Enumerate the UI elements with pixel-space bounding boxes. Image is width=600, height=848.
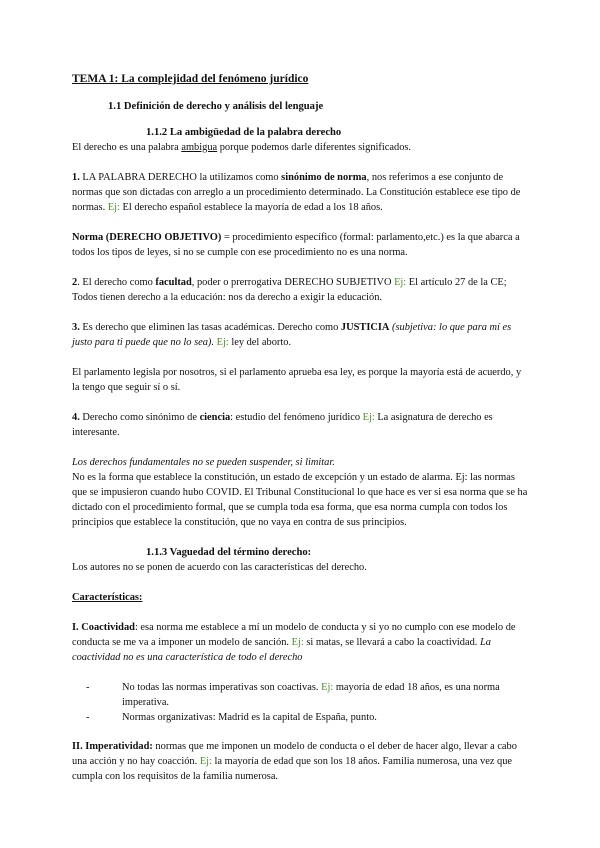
p1-text-c: , nos referimos a ese conjunto de normas que son dictadas con arreglo a un procedimiento determinado. La Constitución establece ese tipo de normas. (72, 172, 521, 213)
paragraph-4 (72, 410, 528, 440)
p3-text-a: Es derecho que eliminen las tasas académicas. Derecho como (79, 322, 341, 333)
p4-text-d: La asignatura de derecho es interesante. (72, 412, 493, 438)
list-item (86, 710, 528, 725)
autores-paragraph: Los autores no se ponen de acuerdo con las características del derecho. (72, 562, 367, 573)
paragraph-2 (72, 275, 528, 305)
paragraph-3 (72, 320, 528, 350)
ambigua-word: ambigua (181, 142, 218, 153)
imper-text-a: normas que me imponen un modelo de conducta o el deber de hacer algo, llevar a cabo una acción y no hay coacción. (72, 741, 517, 767)
p4-bold: ciencia (199, 412, 231, 423)
fundamentales-italic: Los derechos fundamentales no se pueden suspender, si limitar. (72, 457, 335, 468)
coactividad-paragraph (72, 620, 528, 665)
p3-ej: Ej: (214, 337, 229, 348)
norma-text: = procedimiento específico (formal: parlamento,etc.) es la que abarca a todos los tipos de leyes, si no se cumple con ese procedimiento no es una norma. (72, 232, 520, 258)
coactividad-list (72, 680, 528, 725)
imper-text-c: la mayoría de edad que son los 18 años. Familia numerosa, una vez que cumpla con los requisitos de la familia numerosa. (72, 756, 513, 782)
intro-text-end: porque podemos darle diferentes significados. (217, 142, 412, 153)
p1-text-d: El derecho español establece la mayoría de edad a los 18 años. (119, 202, 383, 213)
list-item-text-end: mayoría de edad 18 años, es una norma imperativa. (122, 682, 500, 708)
p4-text-c: : estudio del fenómeno jurídico (230, 412, 363, 423)
imper-ej: Ej: (199, 756, 212, 767)
norma-paragraph (72, 230, 528, 260)
imper-bold: II. Imperatividad: (72, 741, 153, 752)
caracteristicas-heading: Características: (72, 592, 143, 603)
p3-italic: (subjetiva: lo que para mí es justo para ti puede que no lo sea). (72, 322, 512, 348)
list-item-text: No todas las normas imperativas son coactivas. (122, 682, 322, 693)
p1-bold: sinónimo de norma (281, 172, 367, 183)
p2-text-a: . El derecho como (77, 277, 156, 288)
fundamentales-paragraph (72, 455, 528, 530)
paragraph-1 (72, 170, 528, 215)
fundamentales-text: No es la forma que establece la constitución, un estado de excepción y un estado de alarma. Ej: las normas que se impusieron cuando hubo COVID. El Tribunal Constitucional lo que hace es ver si esa norma que se ha dictado con el procedimiento formal, que se cumpla toda esa forma, que esa norma cumpla con todos los principios que establece la constitución, que no vaya en contra de sus principios. (72, 472, 528, 528)
p3-number: 3. (72, 322, 80, 333)
p3-text-d: ley del aborto. (228, 337, 292, 348)
heading-1-1-2: 1.1.2 La ambigüedad de la palabra derecho (146, 127, 342, 138)
p1-number: 1. (72, 172, 80, 183)
p3-bold: JUSTICIA (340, 322, 390, 333)
coact-text-a: : esa norma me establece a mí un modelo de conducta y si yo no cumplo con ese modelo de conducta se me va a imponer un modelo de sanción. (72, 622, 516, 648)
norma-bold: Norma (DERECHO OBJETIVO) (72, 232, 222, 243)
p4-ej: Ej: (362, 412, 375, 423)
list-item-ej: Ej: (321, 682, 334, 693)
coact-bold: I. Coactividad (72, 622, 135, 633)
p2-bold: facultad (155, 277, 192, 288)
p4-number: 4. (72, 412, 80, 423)
p2-text-c: , poder o prerrogativa DERECHO SUBJETIVO (191, 277, 395, 288)
list-item-text: Normas organizativas: Madrid es la capital de España, punto. (122, 712, 377, 723)
p1-text-a: LA PALABRA DERECHO la utilizamos como (79, 172, 282, 183)
p2-text-d: El artículo 27 de la CE; Todos tienen derecho a la educación: nos da derecho a exigir la educación. (72, 277, 507, 303)
p2-ej: Ej: (394, 277, 407, 288)
coact-italic: La coactividad no es una característica de todo el derecho (72, 637, 491, 663)
intro-text: El derecho es una palabra (72, 142, 182, 153)
page-title: TEMA 1: La complejidad del fenómeno jurídico (72, 73, 309, 85)
p4-text-a: Derecho como sinónimo de (79, 412, 200, 423)
heading-1-1: 1.1 Definición de derecho y análisis del lenguaje (108, 101, 324, 112)
list-item (86, 680, 528, 710)
p2-number: 2 (72, 277, 78, 288)
p1-ej: Ej: (107, 202, 120, 213)
coact-text-c: si matas, se llevará a cabo la coactividad. (303, 637, 480, 648)
imperatividad-paragraph (72, 739, 528, 784)
heading-1-1-3: 1.1.3 Vaguedad del término derecho: (146, 547, 312, 558)
intro-paragraph (72, 140, 528, 155)
parlamento-paragraph: El parlamento legisla por nosotros, si el parlamento aprueba esa ley, es porque la mayoría está de acuerdo, y la tengo que seguir sí o sí. (72, 367, 522, 393)
coact-ej: Ej: (291, 637, 304, 648)
